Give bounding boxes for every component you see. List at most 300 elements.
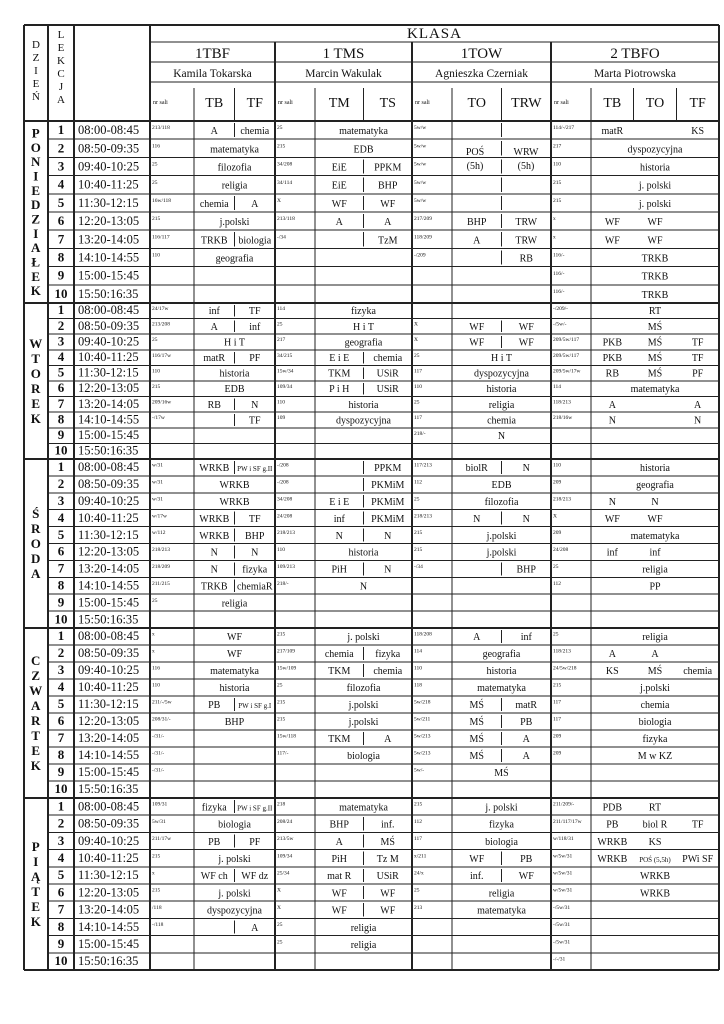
- day-letter: E: [31, 396, 41, 411]
- lesson-subject: KS: [605, 666, 619, 678]
- room-number: 15w/118: [277, 733, 297, 740]
- lesson-subject: PB: [606, 819, 619, 831]
- room-number: 218/16w: [553, 415, 573, 422]
- lesson-subject: j. polski: [218, 888, 251, 900]
- room-number: 215: [277, 143, 286, 150]
- room-number: 208/24: [277, 818, 293, 825]
- day-letter: R: [31, 381, 41, 396]
- room-number: -/5w/31: [553, 904, 571, 911]
- lesson-number: 10: [54, 953, 68, 969]
- lesson-subject: TKM: [328, 666, 351, 678]
- lesson-number: 6: [57, 543, 65, 559]
- lesson-number: 6: [57, 713, 65, 729]
- lesson-subject: chemia: [683, 666, 713, 678]
- lesson-subject: MŚ: [647, 337, 663, 349]
- room-number: 209: [553, 479, 562, 486]
- lesson-number: 5: [57, 696, 65, 712]
- room-number: 5w/213: [414, 750, 431, 757]
- room-number: w/31: [152, 496, 163, 503]
- lesson-time: 13:20-14:05: [78, 232, 140, 247]
- lesson-subject: RB: [519, 253, 533, 265]
- lesson-number: 3: [57, 492, 65, 508]
- dzien-letter: E: [32, 78, 40, 90]
- lekcja-letter: L: [57, 29, 65, 41]
- room-number: 117: [553, 699, 562, 706]
- lesson-number: 3: [57, 832, 65, 848]
- room-number: 5w/w: [414, 125, 427, 132]
- lesson-number: 8: [57, 918, 65, 934]
- lesson-subject: j.polski: [348, 700, 379, 712]
- lesson-subject: TRKB: [200, 235, 228, 247]
- lesson-time: 09:40-10:25: [78, 334, 140, 349]
- lesson-subject: chemia: [199, 198, 229, 210]
- subgroup-label: TF: [246, 96, 263, 111]
- lesson-subject: PWi SF: [682, 853, 714, 865]
- lekcja-letter: K: [57, 55, 65, 67]
- day-letter: Ą: [31, 869, 41, 884]
- class-name: 2 TBFO: [610, 46, 660, 62]
- room-number: 5w/31: [152, 818, 166, 825]
- day-letter: E: [31, 268, 41, 284]
- lesson-number: 2: [57, 476, 65, 492]
- room-number: X: [414, 321, 418, 328]
- lesson-subject: TRW: [515, 217, 538, 229]
- class-name: 1TOW: [460, 46, 503, 62]
- lesson-time: 09:40-10:25: [78, 159, 140, 174]
- room-number: w/5w/31: [553, 870, 573, 877]
- day-letter: T: [31, 884, 41, 899]
- lesson-subject: fizyka: [375, 649, 401, 661]
- lesson-number: 7: [57, 901, 65, 917]
- room-number: 24/5w/218: [553, 665, 577, 672]
- room-number: 218/213: [152, 547, 171, 554]
- lekcja-letter: E: [57, 42, 65, 54]
- lesson-subject: A: [473, 235, 481, 247]
- day-letter: P: [31, 125, 41, 141]
- lesson-subject: A: [384, 217, 392, 229]
- room-number: 110: [553, 161, 562, 168]
- day-letter: I: [33, 225, 39, 241]
- room-number: -/17w: [152, 415, 165, 422]
- lesson-time: 08:50-09:35: [78, 646, 140, 661]
- lesson-time: 11:30-12:15: [78, 527, 139, 542]
- lesson-subject: inf: [520, 632, 532, 644]
- day-letter: K: [30, 758, 42, 773]
- lesson-subject: KS: [648, 836, 662, 848]
- room-number: 118/208: [414, 631, 432, 638]
- lesson-subject: WF: [469, 337, 485, 349]
- lesson-subject: WF: [604, 513, 620, 525]
- lesson-subject: TF: [691, 337, 704, 349]
- lesson-subject: chemia: [324, 649, 354, 661]
- room-number: 215: [414, 530, 423, 537]
- lesson-subject: TRKB: [200, 581, 228, 593]
- day-letter: E: [31, 899, 41, 914]
- lesson-subject: RB: [207, 399, 221, 411]
- lesson-subject: biologia: [638, 717, 672, 729]
- room-number: 34/208: [277, 496, 293, 503]
- lesson-subject: PW i SF g.I: [238, 702, 272, 711]
- room-number: 25: [152, 179, 158, 186]
- room-number: 110: [277, 547, 286, 554]
- lesson-subject: fizyka: [642, 734, 668, 746]
- room-number: 25: [277, 321, 283, 328]
- lesson-subject: biologia: [238, 235, 272, 247]
- lesson-subject: biologia: [347, 751, 380, 763]
- lesson-subject: MŚ: [647, 321, 663, 333]
- subgroup-label: TO: [645, 96, 665, 111]
- room-number: x: [152, 631, 155, 638]
- subgroup-label: TF: [689, 96, 706, 111]
- lesson-subject: PW i SF g.II: [237, 465, 273, 474]
- lesson-subject: dyspozycyjna: [207, 905, 262, 917]
- room-number: 209/5w/117: [553, 352, 580, 359]
- lesson-time: 15:50:16:35: [78, 782, 139, 797]
- room-number: w/112: [152, 530, 166, 537]
- pos-hours: (5h): [466, 161, 484, 172]
- room-number: -/208: [277, 462, 289, 469]
- room-number: w/31: [152, 479, 163, 486]
- lesson-subject: matematyka: [210, 144, 259, 156]
- lesson-subject: MŚ: [647, 368, 663, 380]
- room-number: 118: [414, 682, 423, 689]
- lesson-subject: RT: [648, 802, 662, 814]
- room-number: 117/213: [414, 462, 432, 469]
- lesson-subject: WRKB: [219, 480, 250, 492]
- room-number: 218: [277, 801, 286, 808]
- lesson-subject: WF: [518, 321, 534, 333]
- lesson-time: 11:30-12:15: [78, 365, 139, 380]
- lesson-time: 08:50-09:35: [78, 141, 140, 156]
- lesson-time: 14:10-14:55: [78, 578, 140, 593]
- lesson-subject: filozofia: [346, 683, 381, 695]
- room-number: 117: [414, 415, 423, 422]
- lesson-time: 10:40-11:25: [78, 350, 139, 365]
- room-number: X: [277, 904, 281, 911]
- room-number: 209/5w/117: [553, 337, 580, 344]
- lesson-subject: A: [522, 751, 530, 763]
- lesson-number: 1: [57, 798, 65, 814]
- room-number: 215: [277, 716, 286, 723]
- lesson-subject: WF dz: [241, 871, 269, 883]
- lesson-time: 11:30-12:15: [78, 868, 139, 883]
- room-number: X: [277, 197, 281, 204]
- day-letter: E: [31, 743, 41, 758]
- room-number: 218/213: [414, 513, 433, 520]
- day-letter: A: [31, 240, 41, 256]
- wrw-label: WRW: [513, 147, 539, 158]
- class-teacher: Marcin Wakulak: [305, 68, 382, 80]
- lesson-subject: PKB: [602, 337, 623, 349]
- room-number: 25: [414, 887, 420, 894]
- room-number: x: [152, 870, 155, 877]
- room-number: -/-/31: [553, 956, 566, 963]
- room-number: 5w/w: [414, 179, 427, 186]
- lesson-number: 10: [54, 611, 68, 627]
- room-number: 211/117/17w: [553, 818, 582, 825]
- room-number: 110: [414, 665, 423, 672]
- lesson-subject: religia: [488, 888, 515, 900]
- lesson-subject: N: [335, 530, 343, 542]
- lesson-subject: j.polski: [219, 217, 250, 229]
- room-number: 215: [414, 547, 423, 554]
- lesson-subject: filozofia: [217, 162, 252, 174]
- lesson-subject: PKMiM: [371, 513, 405, 525]
- lesson-subject: geografia: [482, 649, 521, 661]
- room-label: nr sali: [153, 100, 168, 106]
- lesson-subject: WRKB: [199, 530, 230, 542]
- lesson-subject: WF: [331, 888, 347, 900]
- lesson-time: 08:00-08:45: [78, 123, 140, 138]
- room-label: nr sali: [278, 100, 293, 106]
- lesson-time: 10:40-11:25: [78, 850, 139, 865]
- lesson-subject: N: [384, 530, 392, 542]
- room-number: 213/208: [152, 321, 171, 328]
- room-number: 215: [553, 682, 562, 689]
- lesson-time: 15:00-15:45: [78, 936, 140, 951]
- lesson-subject: PiH: [331, 564, 348, 576]
- day-letter: P: [31, 839, 41, 854]
- dzien-letter: D: [32, 39, 40, 51]
- lesson-number: 4: [57, 349, 65, 365]
- lesson-subject: chemia: [240, 126, 270, 138]
- lesson-number: 3: [57, 158, 65, 174]
- lesson-subject: MŚ: [469, 700, 484, 712]
- day-letter: O: [30, 366, 42, 381]
- lesson-time: 08:00-08:45: [78, 629, 140, 644]
- lesson-number: 4: [57, 509, 65, 525]
- lesson-subject: H i T: [491, 353, 512, 365]
- lesson-subject: P i H: [329, 384, 350, 396]
- lesson-number: 10: [54, 285, 68, 301]
- lesson-subject: EDB: [224, 384, 245, 396]
- lesson-subject: PB: [520, 717, 533, 729]
- room-number: 25/34: [277, 870, 290, 877]
- lesson-subject: biol R: [642, 819, 668, 831]
- lesson-subject: WF: [469, 321, 485, 333]
- room-number: 109/31: [152, 801, 168, 808]
- room-number: 25: [277, 939, 283, 946]
- lesson-subject: WF: [331, 198, 347, 210]
- lesson-subject: dyspozycyjna: [474, 368, 529, 380]
- room-number: -/209/-: [553, 306, 568, 313]
- room-number: w/5w/31: [553, 887, 573, 894]
- lesson-subject: TKM: [328, 368, 351, 380]
- lesson-number: 7: [57, 231, 65, 247]
- lesson-time: 14:10-14:55: [78, 748, 140, 763]
- lesson-subject: j.polski: [640, 683, 670, 695]
- lesson-time: 13:20-14:05: [78, 731, 140, 746]
- lesson-subject: E i E: [329, 353, 350, 365]
- room-number: w/5w/31: [553, 853, 573, 860]
- room-number: 110: [414, 384, 423, 391]
- lesson-number: 8: [57, 411, 65, 427]
- lesson-subject: WF: [380, 905, 396, 917]
- lesson-time: 12:20-13:05: [78, 214, 140, 229]
- room-number: 215: [152, 887, 161, 894]
- lesson-subject: N: [497, 431, 506, 443]
- lesson-subject: BHP: [516, 564, 536, 576]
- lesson-subject: N: [210, 564, 218, 576]
- lesson-subject: A: [335, 836, 343, 848]
- lesson-number: 2: [57, 645, 65, 661]
- day-letter: O: [30, 536, 42, 551]
- lesson-subject: TRW: [515, 235, 538, 247]
- lesson-subject: PPKM: [374, 162, 402, 174]
- room-number: 215: [414, 801, 423, 808]
- dzien-letter: Z: [32, 52, 40, 64]
- lesson-subject: WF: [227, 632, 242, 644]
- lesson-time: 12:20-13:05: [78, 544, 140, 559]
- lesson-subject: WF: [380, 888, 396, 900]
- lesson-time: 11:30-12:15: [78, 697, 139, 712]
- lesson-subject: MŚ: [469, 751, 484, 763]
- lesson-subject: TF: [248, 513, 261, 525]
- room-label: nr sali: [415, 100, 430, 106]
- lesson-time: 09:40-10:25: [78, 833, 140, 848]
- day-letter: Ś: [32, 506, 40, 521]
- lesson-number: 7: [57, 730, 65, 746]
- lesson-subject: MŚ: [380, 836, 395, 848]
- room-number: X: [277, 887, 281, 894]
- lesson-time: 15:00-15:45: [78, 765, 140, 780]
- lesson-subject: WF: [518, 871, 534, 883]
- lesson-subject: BHP: [329, 819, 349, 831]
- lesson-subject: N: [522, 463, 530, 475]
- lesson-subject: WRKB: [199, 463, 230, 475]
- day-letter: I: [33, 168, 39, 184]
- lesson-subject: inf: [649, 547, 661, 559]
- lesson-subject: geografia: [215, 253, 254, 265]
- lesson-subject: PB: [208, 700, 221, 712]
- lesson-number: 6: [57, 380, 65, 396]
- lesson-subject: BHP: [378, 180, 398, 192]
- room-number: x: [152, 648, 155, 655]
- room-number: 110: [277, 399, 286, 406]
- room-number: 118/209: [414, 234, 432, 241]
- room-number: 218/-: [277, 580, 289, 587]
- class-name: 1 TMS: [322, 46, 365, 62]
- lesson-subject: PF: [692, 368, 704, 380]
- lesson-time: 13:20-14:05: [78, 396, 140, 411]
- lesson-subject: PB: [208, 836, 221, 848]
- lesson-number: 10: [54, 781, 68, 797]
- lesson-subject: mat R: [327, 871, 352, 883]
- lesson-time: 10:40-11:25: [78, 680, 139, 695]
- lesson-subject: H i T: [224, 337, 245, 349]
- lesson-subject: matematyka: [477, 905, 526, 917]
- lesson-subject: inf: [606, 547, 618, 559]
- lesson-subject: j. polski: [218, 853, 251, 865]
- lekcja-letter: A: [57, 94, 65, 106]
- room-number: 24/x: [414, 870, 424, 877]
- lesson-subject: A: [335, 217, 343, 229]
- lesson-subject: filozofia: [484, 496, 519, 508]
- subgroup-label: TB: [205, 96, 224, 111]
- room-number: x: [553, 216, 556, 223]
- room-number: 110: [553, 462, 562, 469]
- lesson-subject: historia: [640, 463, 670, 475]
- lesson-subject: inf.: [380, 819, 395, 831]
- room-number: 24/208: [277, 513, 293, 520]
- lesson-subject: WF: [647, 235, 663, 247]
- lesson-subject: PiH: [331, 853, 348, 865]
- lesson-subject: MŚ: [647, 666, 663, 678]
- lesson-subject: A: [473, 632, 481, 644]
- lesson-subject: historia: [640, 162, 670, 174]
- lesson-subject: WF: [647, 513, 663, 525]
- room-number: 209/5w/17w: [553, 368, 581, 375]
- room-number: 5w/213: [414, 733, 431, 740]
- lesson-subject: WRKB: [597, 853, 628, 865]
- lesson-subject: historia: [348, 399, 379, 411]
- lesson-number: 8: [57, 747, 65, 763]
- day-letter: D: [31, 551, 41, 566]
- room-number: 213/5w: [277, 836, 294, 843]
- lesson-number: 10: [54, 442, 68, 458]
- subgroup-label: TM: [328, 96, 350, 111]
- room-number: -/31/-: [152, 733, 165, 740]
- lekcja-letter: C: [57, 68, 65, 80]
- lesson-time: 08:00-08:45: [78, 460, 140, 475]
- lesson-number: 2: [57, 140, 65, 156]
- lesson-subject: fizyka: [351, 306, 376, 318]
- lesson-subject: MŚ: [494, 768, 509, 780]
- lesson-subject: j. polski: [485, 802, 518, 814]
- lesson-subject: TRKB: [641, 289, 669, 301]
- room-number: 25: [414, 352, 420, 359]
- room-number: 215: [152, 384, 161, 391]
- lesson-time: 12:20-13:05: [78, 381, 140, 396]
- room-number: 215: [152, 216, 161, 223]
- lesson-subject: N: [251, 547, 259, 559]
- lesson-subject: religia: [350, 922, 377, 934]
- lesson-subject: BHP: [224, 717, 245, 729]
- room-number: 5w/w: [414, 161, 427, 168]
- lesson-subject: TF: [691, 353, 704, 365]
- lesson-subject: matR: [203, 353, 226, 365]
- lesson-subject: USiR: [376, 871, 399, 883]
- lesson-number: 7: [57, 395, 65, 411]
- lesson-number: 1: [57, 628, 65, 644]
- room-number: 16w/118: [152, 197, 172, 204]
- room-number: 215: [553, 179, 562, 186]
- room-number: 209/16w: [152, 399, 172, 406]
- lesson-subject: WF: [331, 905, 347, 917]
- lesson-subject: matematyka: [210, 666, 259, 678]
- lesson-time: 15:00-15:45: [78, 268, 140, 283]
- room-number: /118: [152, 904, 162, 911]
- lesson-number: 5: [57, 194, 65, 210]
- room-number: 25: [553, 564, 559, 571]
- lesson-subject: religia: [350, 939, 377, 951]
- lesson-subject: H i T: [353, 321, 374, 333]
- lesson-subject: A: [522, 734, 530, 746]
- lesson-subject: KS: [691, 126, 705, 138]
- lesson-subject: WF: [227, 649, 242, 661]
- room-number: 109/34: [277, 853, 293, 860]
- lesson-number: 3: [57, 333, 65, 349]
- lesson-subject: fizyka: [489, 819, 514, 831]
- lesson-number: 7: [57, 560, 65, 576]
- lesson-subject: USiR: [376, 384, 399, 396]
- room-number: 114: [553, 384, 562, 391]
- room-number: 25: [152, 161, 158, 168]
- lesson-subject: WRKB: [640, 888, 670, 900]
- room-number: 209: [553, 733, 562, 740]
- room-number: 217/209: [414, 216, 433, 223]
- room-number: 25: [152, 337, 158, 344]
